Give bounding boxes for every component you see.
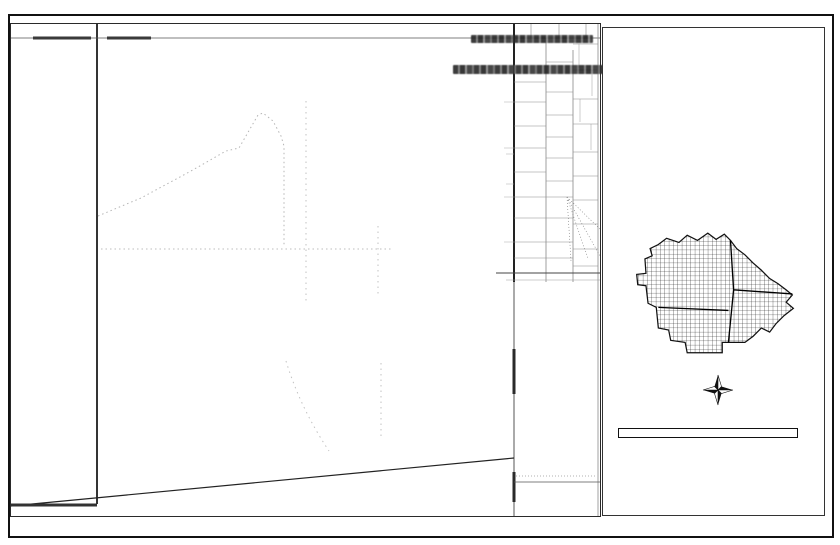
map-frame [10,23,601,517]
north-arrow [689,364,747,416]
map-linework [11,24,600,516]
info-panel [602,27,825,516]
compass-star [703,375,733,405]
road-label-blurred [471,35,593,43]
road-label-blurred [453,65,603,74]
scale-bar-graphic [618,428,798,438]
scale-tick-labels [618,417,798,428]
scale-bar [618,417,818,438]
county-overview-map [621,228,807,362]
